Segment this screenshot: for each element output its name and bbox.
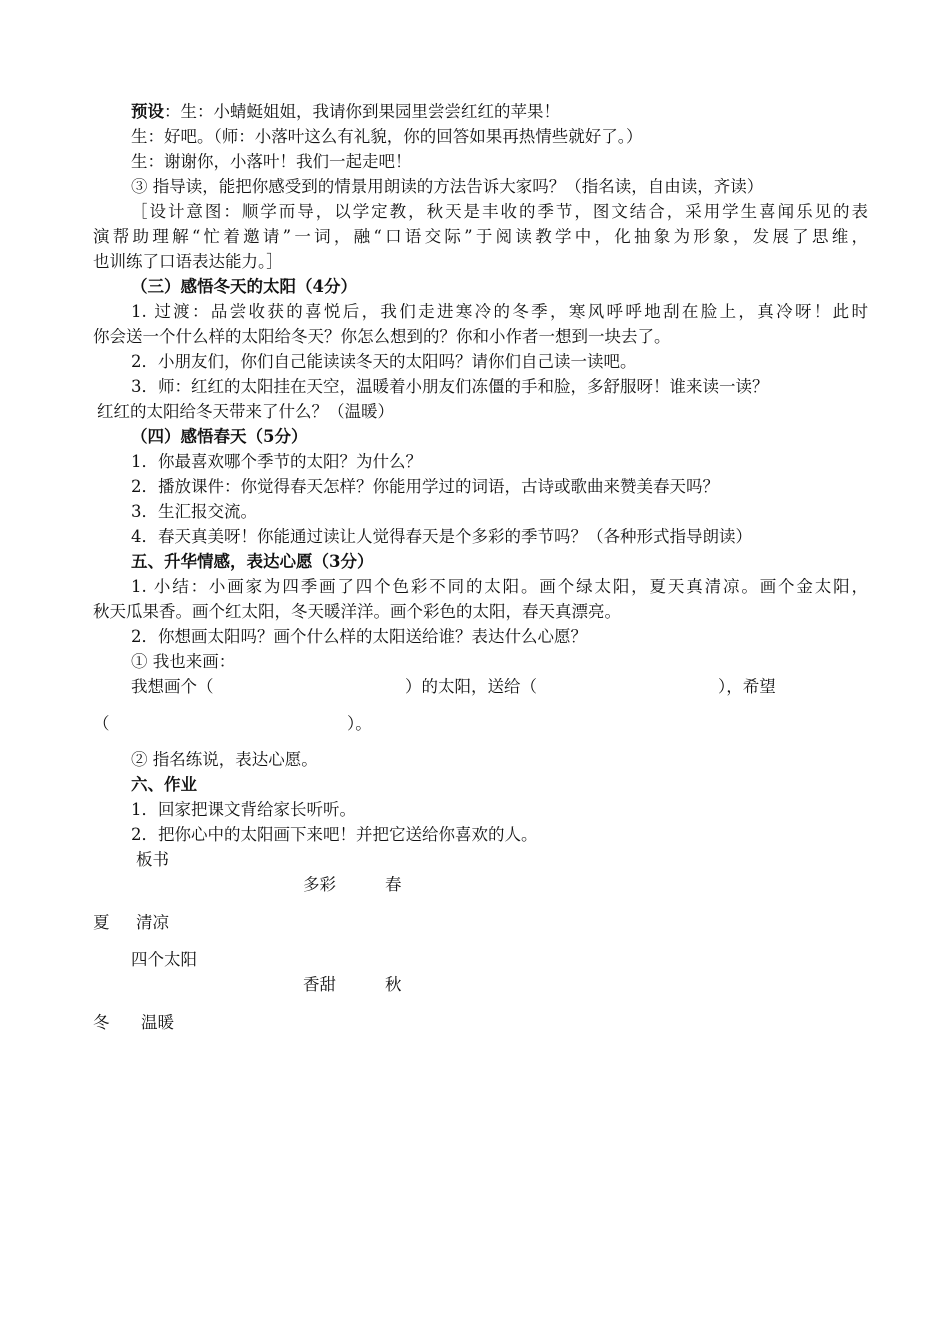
- preset-line-1: 预设：生：小蜻蜓姐姐，我请你到果园里尝尝红红的苹果！: [131, 102, 560, 121]
- design-intent-line-1: ［设计意图：顺学而导，以学定教，秋天是丰收的季节，图文结合，采用学生喜闻乐见的表: [131, 202, 868, 221]
- fill-in-part-c: ），希望: [718, 677, 776, 696]
- fill-in-part-d: （: [93, 714, 110, 733]
- section-heading-winter: （三）感悟冬天的太阳（4分）: [131, 277, 357, 296]
- spring-line-4: 4．春天真美呀！你能通过读让人觉得春天是个多彩的季节吗？（各种形式指导朗读）: [131, 527, 752, 546]
- board-qiu: 秋: [385, 975, 402, 994]
- guide-read-line: ③ 指导读，能把你感受到的情景用朗读的方法告诉大家吗？（指名读，自由读，齐读）: [131, 177, 764, 196]
- winter-line-2: 你会送一个什么样的太阳给冬天？你怎么想到的？你和小作者一想到一块去了。: [93, 327, 671, 346]
- spring-line-3: 3．生汇报交流。: [131, 502, 257, 521]
- homework-line-1: 1．回家把课文背给家长听听。: [131, 800, 356, 819]
- section-heading-homework: 六、作业: [131, 775, 197, 794]
- draw-prompt-line: ① 我也来画：: [131, 652, 236, 671]
- winter-line-4: 3．师：红红的太阳挂在天空，温暖着小朋友们冻僵的手和脸，多舒服呀！谁来读一读？: [131, 377, 769, 396]
- board-xiangtian: 香甜: [303, 975, 336, 994]
- spring-line-2: 2．播放课件：你觉得春天怎样？你能用学过的词语，古诗或歌曲来赞美春天吗？: [131, 477, 719, 496]
- design-intent-line-3: 也训练了口语表达能力。］: [93, 252, 283, 271]
- board-chun: 春: [385, 875, 402, 894]
- winter-line-3: 2．小朋友们，你们自己能读读冬天的太阳吗？请你们自己读一读吧。: [131, 352, 637, 371]
- practice-line: ② 指名练说，表达心愿。: [131, 750, 318, 769]
- summary-line-2: 秋天瓜果香。画个红太阳，冬天暖洋洋。画个彩色的太阳，春天真漂亮。: [93, 602, 621, 621]
- wish-question-line: 2．你想画太阳吗？画个什么样的太阳送给谁？表达什么心愿？: [131, 627, 587, 646]
- preset-line-3: 生：谢谢你，小落叶！我们一起走吧！: [131, 152, 412, 171]
- preset-label: 预设: [131, 102, 164, 121]
- preset-line-2: 生：好吧。（师：小落叶这么有礼貌，你的回答如果再热情些就好了。）: [131, 127, 643, 146]
- winter-line-5: 红红的太阳给冬天带来了什么？（温暖）: [97, 402, 394, 421]
- winter-line-1: 1. 过渡：品尝收获的喜悦后，我们走进寒冷的冬季，寒风呼呼地刮在脸上，真冷呀！此时: [131, 302, 868, 321]
- board-xia: 夏: [93, 913, 110, 932]
- board-dong: 冬: [93, 1013, 110, 1032]
- summary-line-1: 1. 小结：小画家为四季画了四个色彩不同的太阳。画个绿太阳，夏天真清凉。画个金太阳，: [131, 577, 868, 596]
- fill-in-part-e: ）。: [347, 714, 372, 733]
- fill-in-part-b: ）的太阳，送给（: [405, 677, 537, 696]
- design-intent-line-2: 演帮助理解“忙着邀请”一词，融“口语交际”于阅读教学中，化抽象为形象，发展了思维，: [93, 227, 868, 246]
- homework-line-2: 2．把你心中的太阳画下来吧！并把它送给你喜欢的人。: [131, 825, 538, 844]
- board-four-suns: 四个太阳: [131, 950, 197, 969]
- board-wennuan: 温暖: [141, 1013, 174, 1032]
- section-heading-spring: （四）感悟春天（5分）: [131, 427, 308, 446]
- board-qingliang: 清凉: [136, 913, 169, 932]
- board-duocai: 多彩: [303, 875, 336, 894]
- spring-line-1: 1．你最喜欢哪个季节的太阳？为什么？: [131, 452, 422, 471]
- fill-in-part-a: 我想画个（: [131, 677, 214, 696]
- section-heading-five: 五、升华情感，表达心愿（3分）: [131, 552, 374, 571]
- board-title: 板书: [136, 850, 169, 869]
